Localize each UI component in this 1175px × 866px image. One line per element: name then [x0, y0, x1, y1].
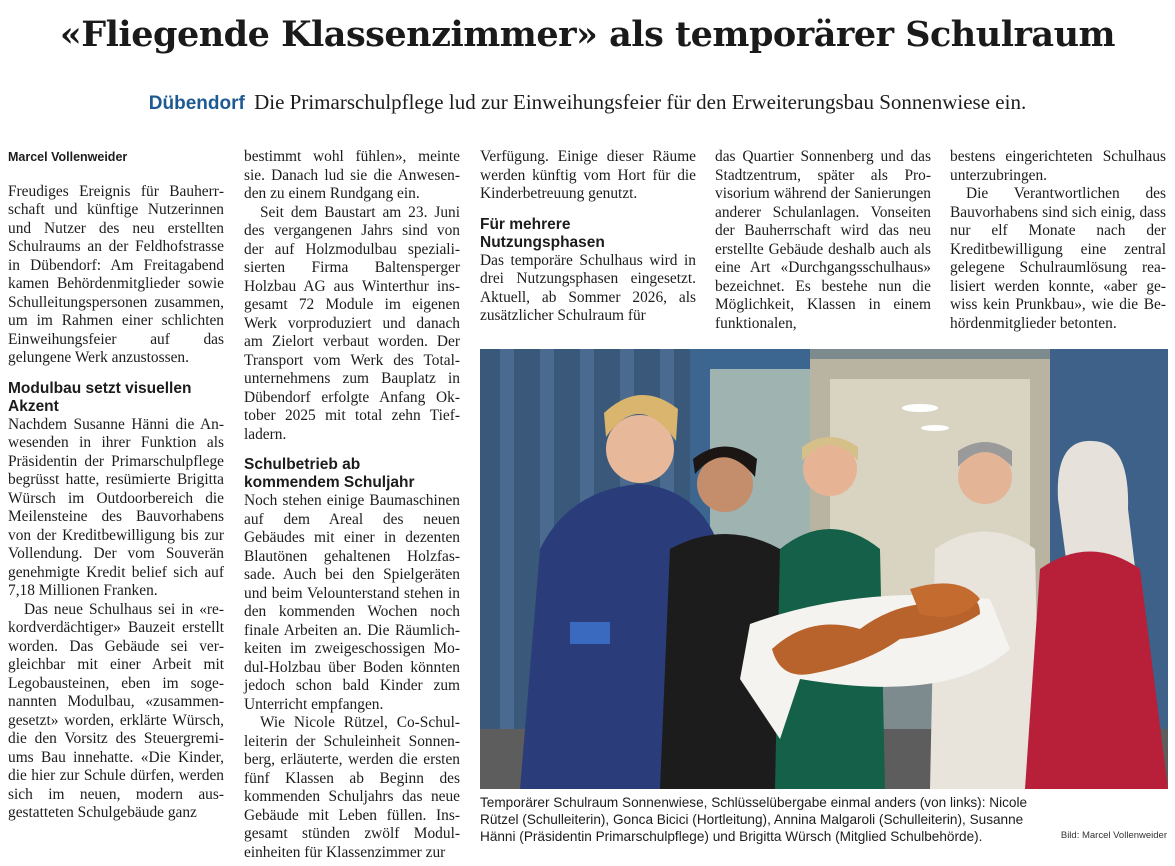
subheading: Modulbau setzt visuellen Akzent: [8, 379, 192, 415]
paragraph: Freudiges Ereignis für Bauherrschaft und künftige Nutzerinnen und Nutzer des neu erstellten Schulraums an der Feldhofstrasse in Dübendorf: Am Freitagabend kamen Behördenmitglieder sowie Schulleitungspersonen zusammen, um im Rahmen einer schlichten Einweihungsfeier auf das gelungene Werk anzustossen.: [8, 182, 224, 366]
headline: «Fliegende Klassenzimmer» als temporärer Schulraum: [59, 14, 1116, 55]
article-photo: [480, 349, 1168, 789]
paragraph: Seit dem Baustart am 23. Juni des vergangenen Jahrs sind von der auf Holzmodulbau spezialisierten Firma Baltensperger Holzbau AG aus Winterthur insgesamt 72 Module im eigenen Werk vorproduziert und danach am Zielort verbaut worden. Der Transport vom Werk des Totalunternehmens zum Bauplatz in Dübendorf erfolgte Anfang Oktober 2025 mit total zehn Tiefladern.: [244, 203, 460, 443]
paragraph: Verfügung. Einige dieser Räume werden künftig vom Hort für die Kinderbetreuung genutzt.: [480, 148, 696, 202]
paragraph: Die Verantwortlichen des Bauvorhabens sind sich einig, dass nur elf Monate nach der Kreditbewilligung eine zentral gelegene Schulraumlösung realisiert werden konnte, «aber gewiss kein Prunkbau», wie die Behördenmitglieder betonten.: [950, 185, 1166, 332]
paragraph: Das temporäre Schulhaus wird in drei Nutzungsphasen eingesetzt. Aktuell, ab Sommer 2026, als zusätzlicher Schulraum für: [480, 251, 696, 324]
paragraph: Nachdem Susanne Hänni die Anwesenden in ihrer Funktion als Präsidentin der Primarschulpflege begrüsst hatte, resümierte Brigitta Würsch im Outdoorbereich die Meilensteine des Bauvorhabens von der Kreditbewilligung bis zur Vollendung. Der vom Souverän genehmigte Kredit belief sich auf 7,18 Millionen Franken.: [8, 415, 224, 599]
article-column-5: [950, 148, 1166, 333]
subheading: Schulbetrieb ab kommendem Schuljahr: [244, 456, 415, 491]
photo-caption: Temporärer Schulraum Sonnenwiese, Schlüsselübergabe einmal anders (von links): Nicole Rützel (Schulleiterin), Gonca Bicici (Hortleitung), Annina Malgaroli (Schulleiterin), Susanne Hänni (Präsidentin Primarschulpflege) und Brigitta Würsch (Mitglied Schulbehörde).: [480, 795, 1028, 844]
article-column-1: [8, 148, 224, 823]
lead: [0, 90, 1175, 115]
photo-credit: Bild: Marcel Vollenweider: [1060, 830, 1167, 841]
lead-text: Die Primarschulpflege lud zur Einweihungsfeier für den Erweiterungsbau Sonnenwiese ein.: [254, 90, 1027, 114]
paragraph: das Quartier Sonnenberg und das Stadtzentrum, später als Provisorium während der Sanierungen anderer Schulanlagen. Vonseiten der Bauherrschaft wird das neu erstellte Gebäude deshalb auch als eine Art «Durchgangsschulhaus» bezeichnet. Es bestehe nun die Möglichkeit, Klassen in einem funktionalen,: [715, 148, 931, 332]
photo-illustration: [480, 349, 1168, 789]
paragraph: bestimmt wohl fühlen», meinte sie. Danach lud sie die Anwesenden zu einem Rundgang ein.: [244, 148, 460, 202]
paragraph: bestens eingerichteten Schulhaus unterzubringen.: [950, 148, 1166, 184]
article-column-4: [715, 148, 931, 333]
paragraph: Wie Nicole Rützel, Co-Schulleiterin der Schuleinheit Sonnenberg, erläuterte, werden die ersten fünf Klassen ab Beginn des kommenden Schuljahrs das neue Gebäude mit Leben füllen. Insgesamt stünden zwölf Moduleinheiten für Klassenzimmer zur: [244, 714, 460, 861]
paragraph: Noch stehen einige Baumaschinen auf dem Areal des neuen Gebäudes mit einer in dezenten Blautönen gehaltenen Holzfassade. Auch bei den Spielgeräten und beim Velounterstand stehen in den kommenden Wochen noch finale Arbeiten an. Die Räumlichkeiten im zweigeschossigen Modul-Holzbau über Boden könnten jedoch schon bald Kinder zum Unterricht empfangen.: [244, 492, 460, 713]
author-byline: Marcel Vollenweider: [8, 150, 128, 164]
paragraph: Das neue Schulhaus sei in «rekordverdächtiger» Bauzeit erstellt worden. Das Gebäude sei vergleichbar mit einer Arbeit mit Legobausteinen, eben im sogenannten Modulbau, «zusammengesetzt» worden, erklärte Würsch, die den Vorsitz des Steuergremiums Bau innehatte. «Die Kinder, die hier zur Schule dürfen, werden sich im neuen, modern ausgestatteten Schulgebäude ganz: [8, 600, 224, 821]
article-column-3: [480, 148, 696, 326]
article-column-2: [244, 148, 460, 862]
dateline: Dübendorf: [148, 93, 245, 114]
subheading: Für mehrere Nutzungsphasen: [480, 215, 605, 251]
